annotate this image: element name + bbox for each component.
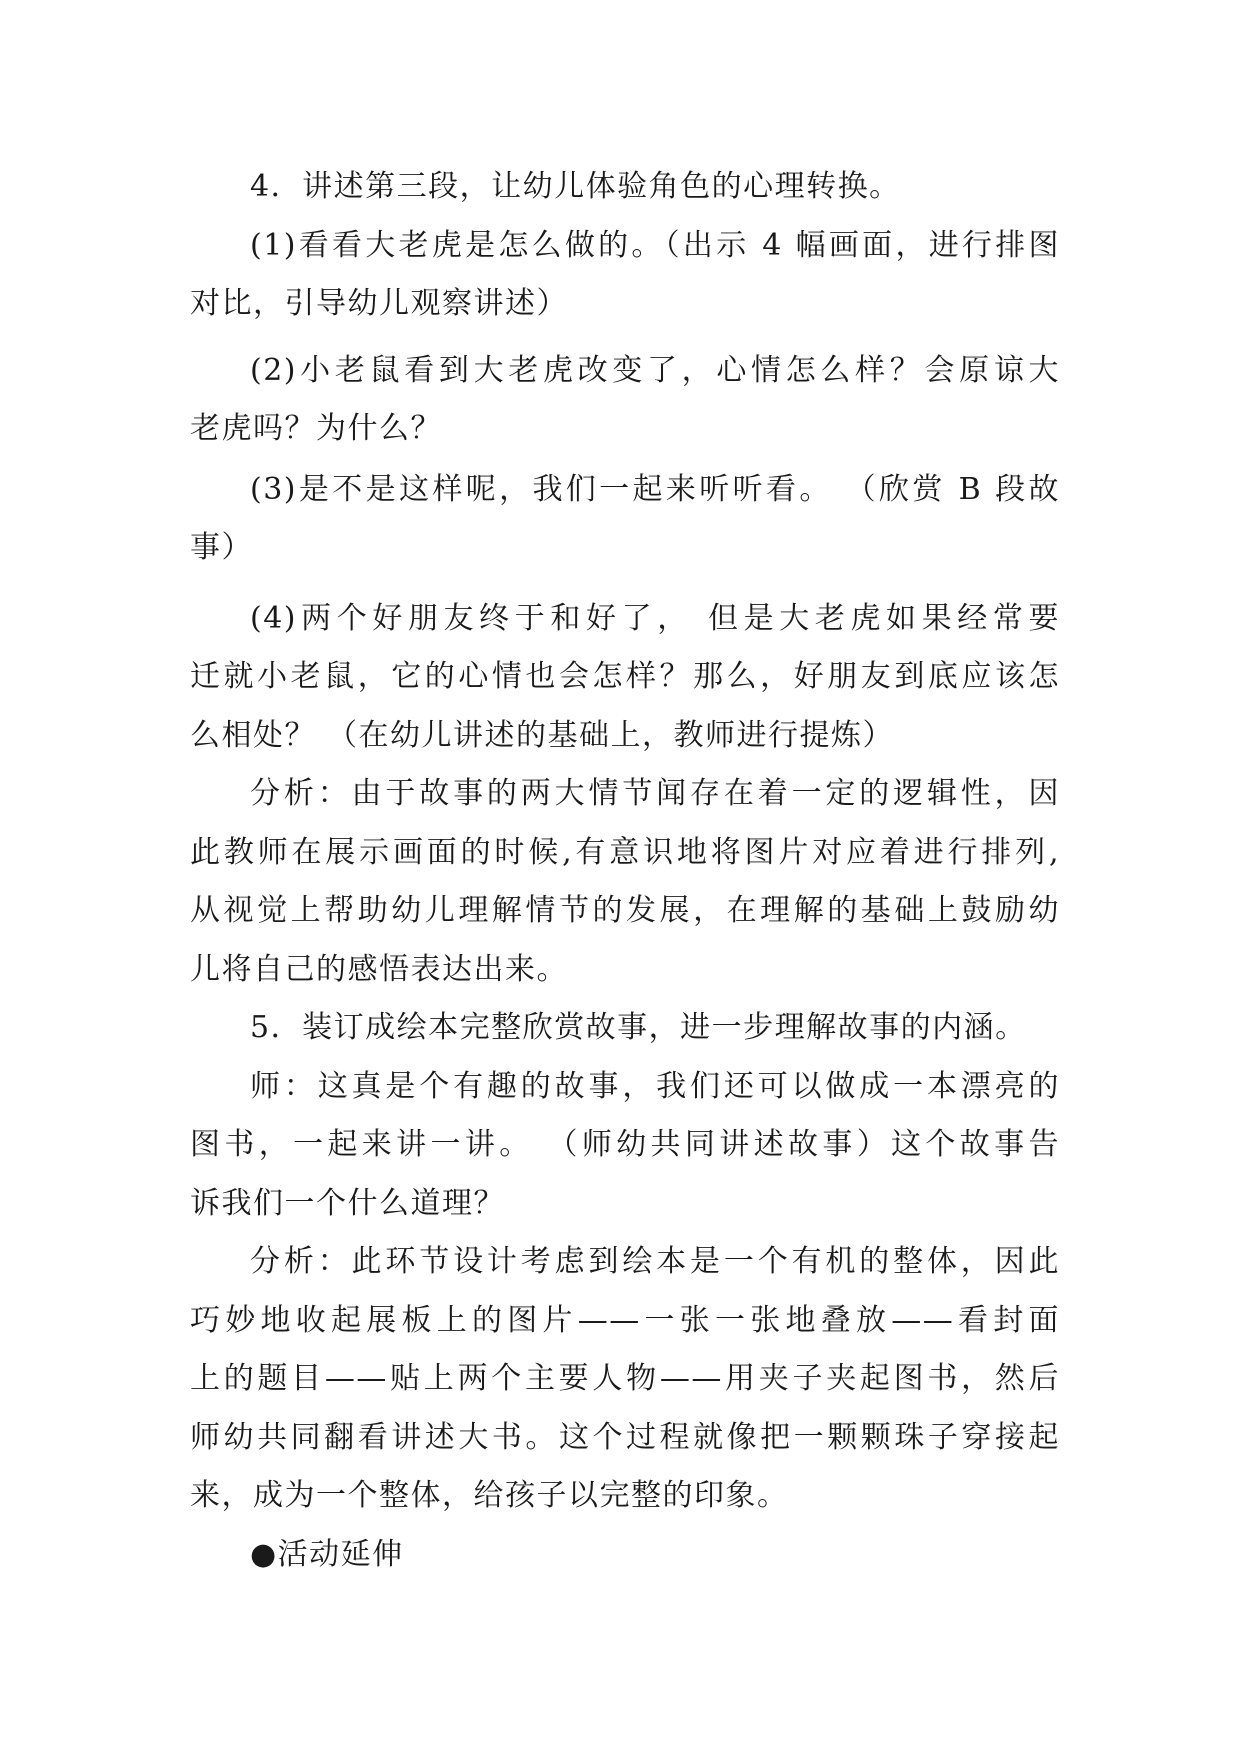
step-4-heading: 4．讲述第三段，让幼儿体验角色的心理转换。 (250, 169, 901, 204)
paragraph-line: (4)两个好朋友终于和好了， 但是大老虎如果经常要 (250, 600, 1060, 636)
analysis-paragraph-line: 分析：由于故事的两大情节闻存在着一定的逻辑性，因 (250, 776, 1060, 811)
paragraph-line: 对比，引导幼儿观察讲述） (190, 286, 568, 321)
paragraph-line: (2)小老鼠看到大老虎改变了，心情怎么样？会原谅大 (250, 352, 1060, 388)
analysis-paragraph-line: 从视觉上帮助幼儿理解情节的发展，在理解的基础上鼓励幼 (190, 893, 1060, 928)
analysis-paragraph-line: 来，成为一个整体，给孩子以完整的印象。 (190, 1478, 789, 1513)
analysis-paragraph-line: 巧妙地收起展板上的图片——一张一张地叠放——看封面 (190, 1302, 1060, 1338)
analysis-paragraph-line: 儿将自己的感悟表达出来。 (190, 951, 568, 987)
paragraph-line: 迁就小老鼠，它的心情也会怎样？那么，好朋友到底应该怎 (190, 659, 1060, 694)
paragraph-line: 么相处？ （在幼儿讲述的基础上，教师进行提炼） (190, 717, 895, 753)
paragraph-line: (3)是不是这样呢，我们一起来听听看。 （欣赏 B 段故 (250, 471, 1060, 507)
document-body (190, 158, 1060, 1584)
analysis-paragraph-line: 上的题目——贴上两个主要人物——用夹子夹起图书，然后 (190, 1361, 1060, 1396)
step-5-heading: 5．装订成绘本完整欣赏故事，进一步理解故事的内涵。 (250, 1010, 1027, 1045)
analysis-paragraph-line: 此教师在展示画面的时候,有意识地将图片对应着进行排列, (190, 834, 1060, 870)
paragraph-line: 图书，一起来讲一讲。 （师幼共同讲述故事）这个故事告 (190, 1127, 1060, 1162)
analysis-paragraph-line: 师幼共同翻看讲述大书。这个过程就像把一颗颗珠子穿接起 (190, 1419, 1060, 1455)
paragraph-line: (1)看看大老虎是怎么做的。（出示 4 幅画面，进行排图 (250, 227, 1060, 263)
analysis-paragraph-line: 分析：此环节设计考虑到绘本是一个有机的整体，因此 (250, 1244, 1060, 1279)
paragraph-line: 师：这真是个有趣的故事，我们还可以做成一本漂亮的 (250, 1068, 1060, 1104)
section-heading-activity-extension: ●活动延伸 (250, 1536, 404, 1572)
paragraph-line: 事） (190, 530, 253, 565)
paragraph-line: 老虎吗？为什么？ (190, 411, 442, 446)
paragraph-line: 诉我们一个什么道理？ (190, 1185, 505, 1221)
